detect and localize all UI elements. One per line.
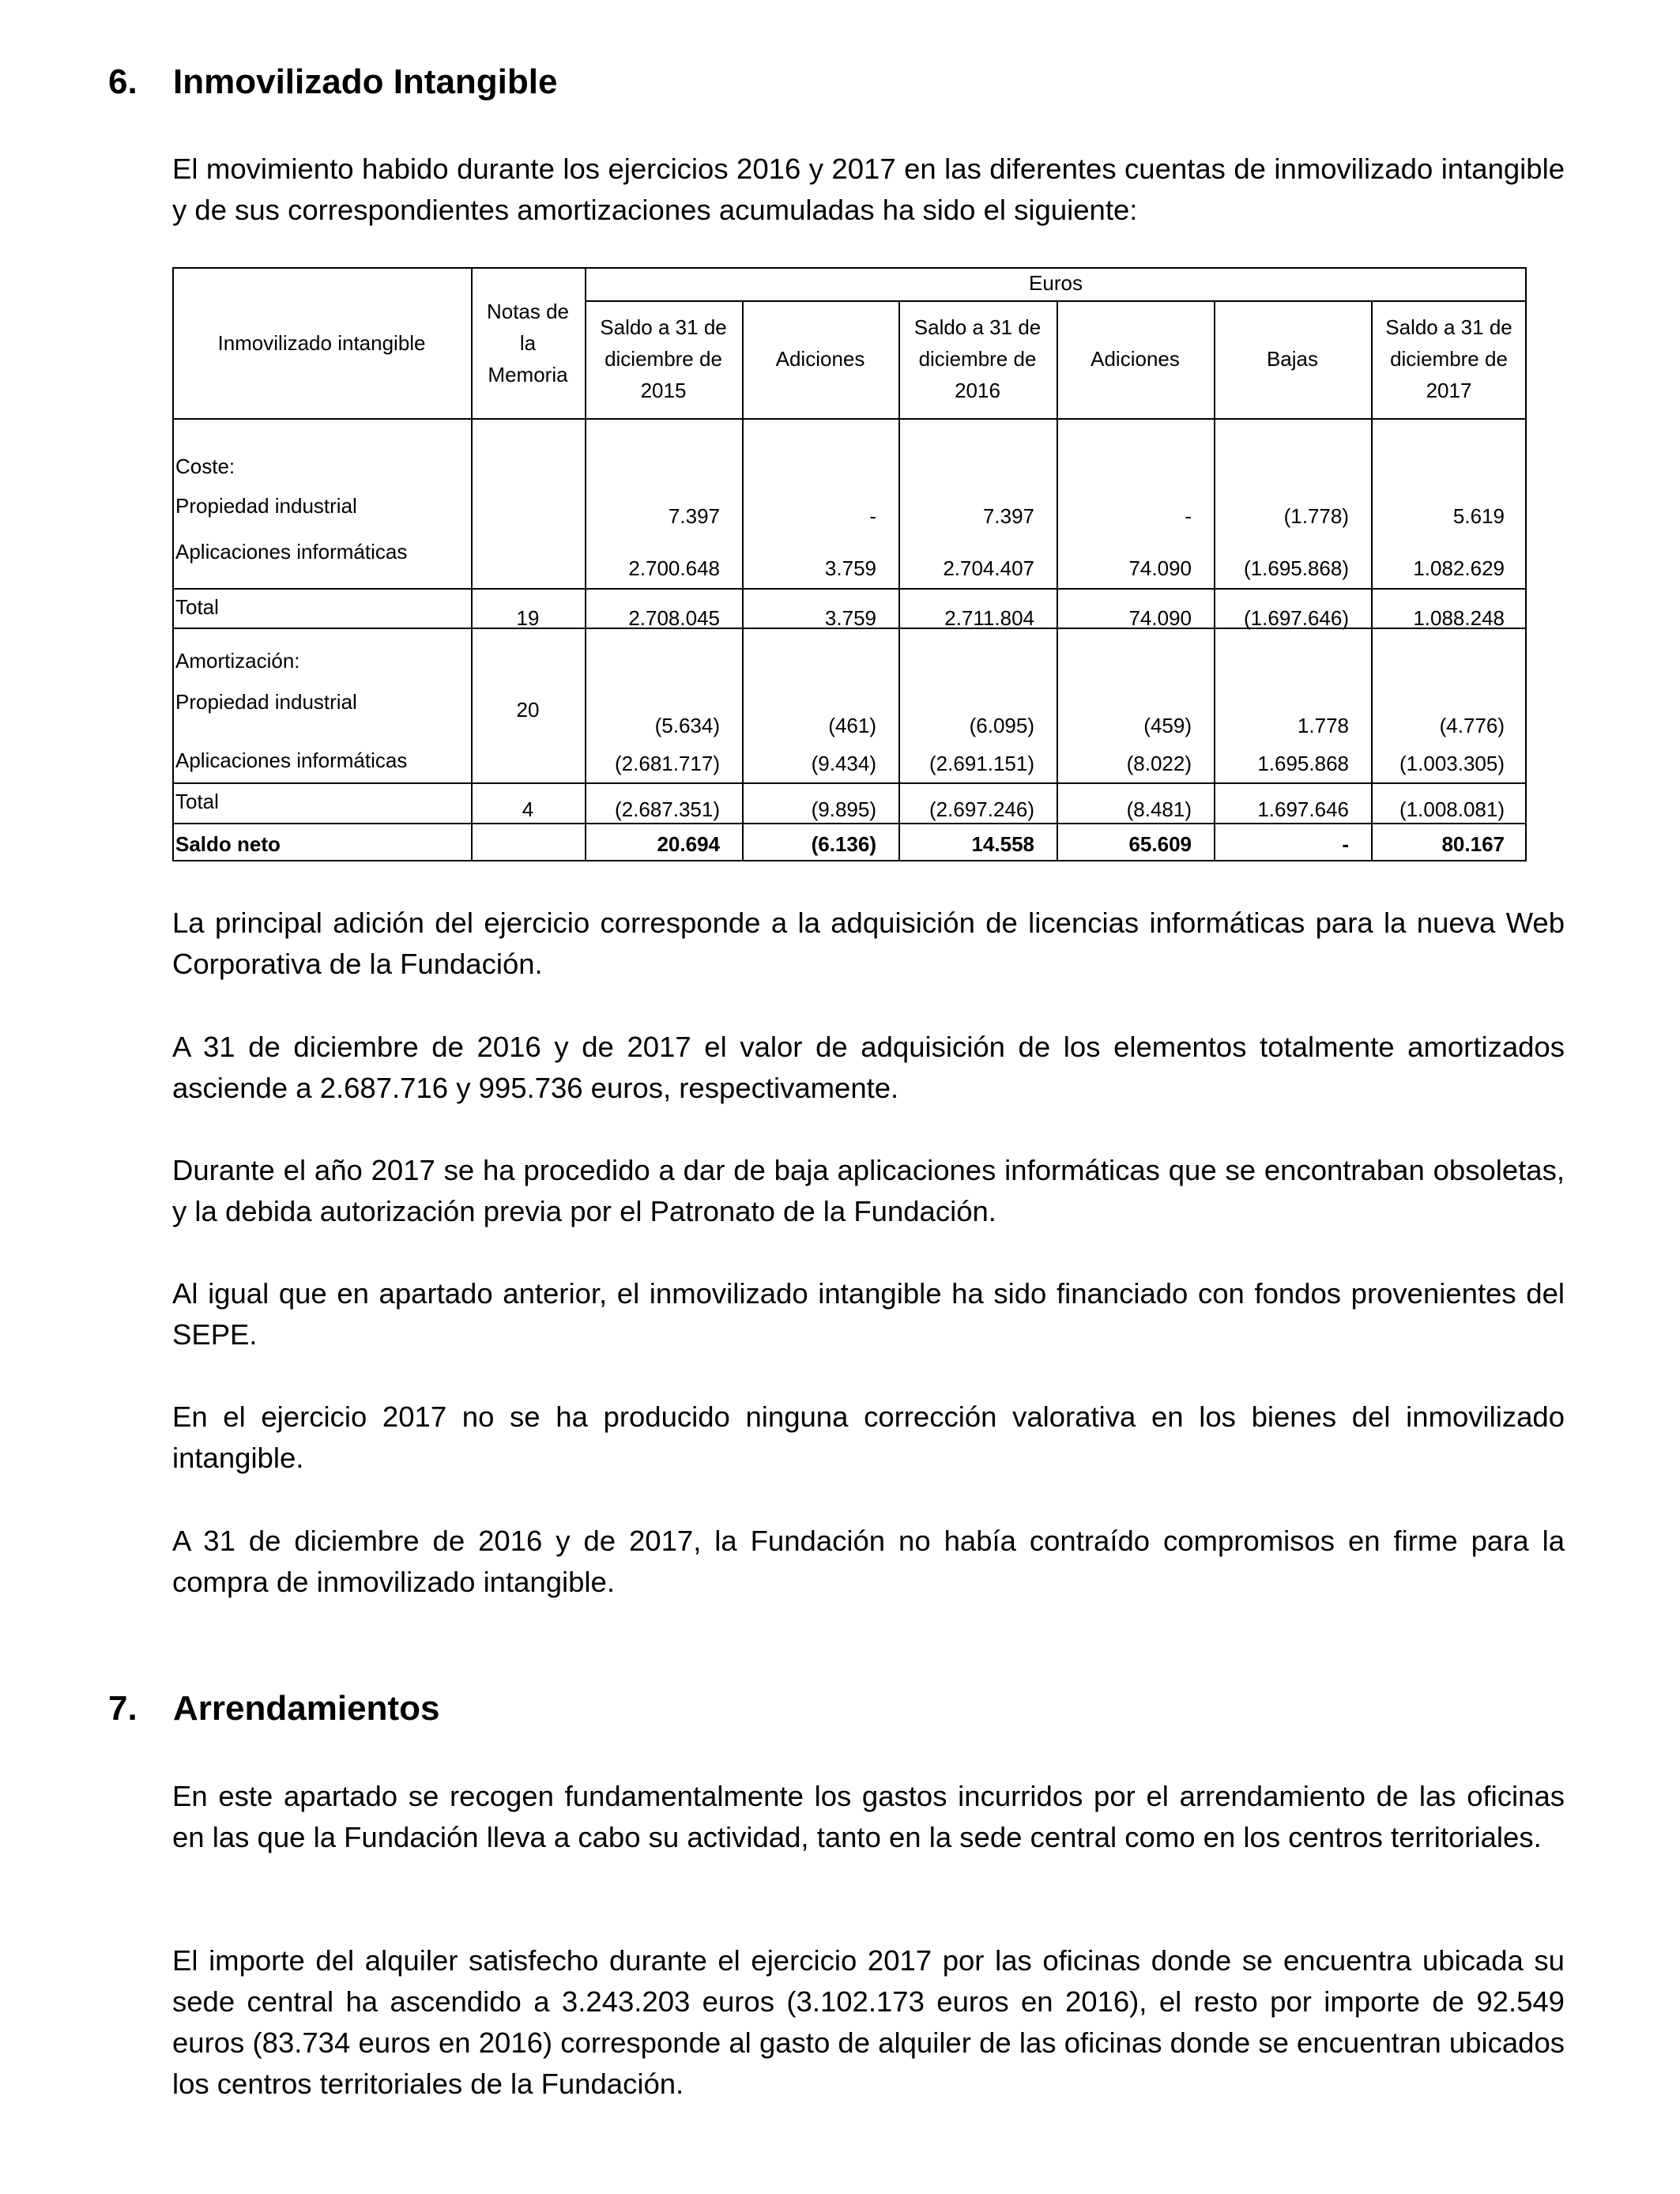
value-column-header: Saldo a 31 de bbox=[600, 315, 727, 339]
note-cell: 4 bbox=[522, 797, 534, 821]
table-cell: (1.003.305) bbox=[1399, 752, 1505, 775]
table-rule bbox=[585, 300, 1527, 302]
table-cell: 2.711.804 bbox=[944, 606, 1034, 630]
table-cell: 20.694 bbox=[657, 832, 720, 856]
table-cell: 2.708.045 bbox=[628, 606, 720, 630]
table-cell: 3.759 bbox=[824, 606, 876, 630]
table-cell: 7.397 bbox=[668, 504, 720, 528]
table-cell: 5.619 bbox=[1452, 504, 1505, 528]
value-column-header: 2015 bbox=[640, 379, 687, 402]
row-label: Aplicaciones informáticas bbox=[175, 748, 408, 772]
intangible-assets-table bbox=[172, 267, 1527, 861]
table-cell: (8.481) bbox=[1126, 797, 1192, 821]
table-cell: 1.082.629 bbox=[1413, 556, 1505, 580]
row-label: Propiedad industrial bbox=[175, 494, 357, 518]
table-cell: (5.634) bbox=[654, 714, 720, 737]
table-cell: 7.397 bbox=[982, 504, 1034, 528]
notes-column-header: la bbox=[519, 331, 537, 355]
paragraph: En este apartado se recogen fundamentalmente los gastos incurridos por el arrendamiento de las oficinas en las que la Fundación lleva a cabo su actividad, tanto en la sede central como en los centros territoriales. bbox=[172, 1780, 1565, 1853]
table-cell: 1.695.868 bbox=[1257, 752, 1349, 775]
total-label: Total bbox=[175, 595, 219, 619]
table-rule bbox=[172, 860, 1527, 861]
table-cell: 65.609 bbox=[1128, 832, 1192, 856]
paragraph: A 31 de diciembre de 2016 y de 2017 el valor de adquisición de los elementos totalmente amortizados asciende a 2.687.716 y 995.736 euros, respectivamente. bbox=[172, 1031, 1565, 1104]
paragraph: El importe del alquiler satisfecho durante el ejercicio 2017 por las oficinas donde se encuentra ubicada su sede central ha ascendido a 3.243.203 euros (3.102.173 euros en 2016), el resto por importe de 92.549 euros (83.734 euros en 2016) corresponde al gasto de alquiler de las oficinas donde se encuentran ubicados los centros territoriales de la Fundación. bbox=[172, 1944, 1565, 2100]
table-cell: - bbox=[1185, 504, 1192, 528]
table-cell: 2.700.648 bbox=[628, 556, 720, 580]
section-title: Inmovilizado Intangible bbox=[173, 62, 558, 101]
table-rule bbox=[172, 588, 1527, 590]
table-cell: (2.691.151) bbox=[929, 752, 1034, 775]
table-cell: 1.088.248 bbox=[1413, 606, 1505, 630]
value-column-header: 2016 bbox=[955, 379, 1000, 402]
table-cell: (9.895) bbox=[811, 797, 876, 821]
paragraph: Al igual que en apartado anterior, el inmovilizado intangible ha sido financiado con fondos provenientes del SEPE. bbox=[172, 1277, 1565, 1351]
table-cell: 3.759 bbox=[824, 556, 876, 580]
table-cell: (2.697.246) bbox=[929, 797, 1034, 821]
value-column-header: Adiciones bbox=[775, 347, 865, 371]
section-number: 6. bbox=[108, 62, 137, 101]
value-column-header: Bajas bbox=[1266, 347, 1319, 371]
table-cell: (2.687.351) bbox=[615, 797, 720, 821]
table-cell: 74.090 bbox=[1128, 606, 1192, 630]
table-cell: (4.776) bbox=[1439, 714, 1505, 737]
table-cell: (1.697.646) bbox=[1244, 606, 1349, 630]
label-column-header: Inmovilizado intangible bbox=[217, 331, 426, 355]
notes-column-header: Notas de bbox=[486, 300, 570, 323]
table-cell: (1.778) bbox=[1283, 504, 1349, 528]
table-cell: (6.095) bbox=[969, 714, 1034, 737]
table-cell: - bbox=[1342, 832, 1349, 856]
table-cell: (461) bbox=[828, 714, 876, 737]
table-cell: (1.695.868) bbox=[1244, 556, 1349, 580]
table-cell: 1.778 bbox=[1297, 714, 1349, 737]
row-label: Aplicaciones informáticas bbox=[175, 540, 408, 564]
paragraph: En el ejercicio 2017 no se ha producido ninguna corrección valorativa en los bienes del inmovilizado intangible. bbox=[172, 1400, 1565, 1474]
notes-column-header: Memoria bbox=[488, 363, 568, 386]
coste-heading: Coste: bbox=[175, 454, 235, 478]
note-cell: 19 bbox=[516, 606, 540, 630]
table-cell: 14.558 bbox=[971, 832, 1034, 856]
value-column-header: diciembre de bbox=[605, 347, 722, 371]
amortizacion-heading: Amortización: bbox=[175, 649, 300, 673]
paragraph: Durante el año 2017 se ha procedido a dar de baja aplicaciones informáticas que se encontraban obsoletas, y la debida autorización previa por el Patronato de la Fundación. bbox=[172, 1154, 1565, 1227]
saldo-neto-label: Saldo neto bbox=[175, 832, 281, 856]
table-rule bbox=[172, 782, 1527, 784]
table-cell: 74.090 bbox=[1128, 556, 1192, 580]
table-cell: (8.022) bbox=[1126, 752, 1192, 775]
table-cell: - bbox=[869, 504, 876, 528]
table-cell: (6.136) bbox=[811, 832, 876, 856]
table-rule bbox=[172, 418, 1527, 420]
table-cell: 2.704.407 bbox=[943, 556, 1034, 580]
value-column-header: Adiciones bbox=[1090, 347, 1180, 371]
table-cell: (459) bbox=[1143, 714, 1192, 737]
table-cell: 1.697.646 bbox=[1257, 797, 1349, 821]
value-column-header: 2017 bbox=[1426, 379, 1472, 402]
row-label: Propiedad industrial bbox=[175, 690, 357, 714]
euros-group-header: Euros bbox=[1029, 271, 1083, 295]
note-cell: 20 bbox=[516, 698, 540, 722]
paragraph: La principal adición del ejercicio corresponde a la adquisición de licencias informáticas para la nueva Web Corporativa de la Fundación. bbox=[172, 907, 1565, 980]
paragraph: A 31 de diciembre de 2016 y de 2017, la Fundación no había contraído compromisos en firme para la compra de inmovilizado intangible. bbox=[172, 1525, 1565, 1598]
value-column-header: Saldo a 31 de bbox=[913, 315, 1042, 339]
value-column-header: Saldo a 31 de bbox=[1385, 315, 1512, 339]
table-cell: (9.434) bbox=[811, 752, 876, 775]
section-number: 7. bbox=[108, 1689, 137, 1728]
table-cell: 80.167 bbox=[1441, 832, 1505, 856]
table-cell: (2.681.717) bbox=[615, 752, 720, 775]
value-column-header: diciembre de bbox=[1390, 347, 1508, 371]
section-6-intro: El movimiento habido durante los ejercicios 2016 y 2017 en las diferentes cuentas de inmovilizado intangible y de sus correspondientes amortizaciones acumuladas ha sido el siguiente: bbox=[172, 153, 1565, 226]
total-label: Total bbox=[175, 790, 219, 813]
value-column-header: diciembre de bbox=[918, 347, 1037, 371]
section-title: Arrendamientos bbox=[173, 1689, 440, 1728]
table-cell: (1.008.081) bbox=[1399, 797, 1505, 821]
